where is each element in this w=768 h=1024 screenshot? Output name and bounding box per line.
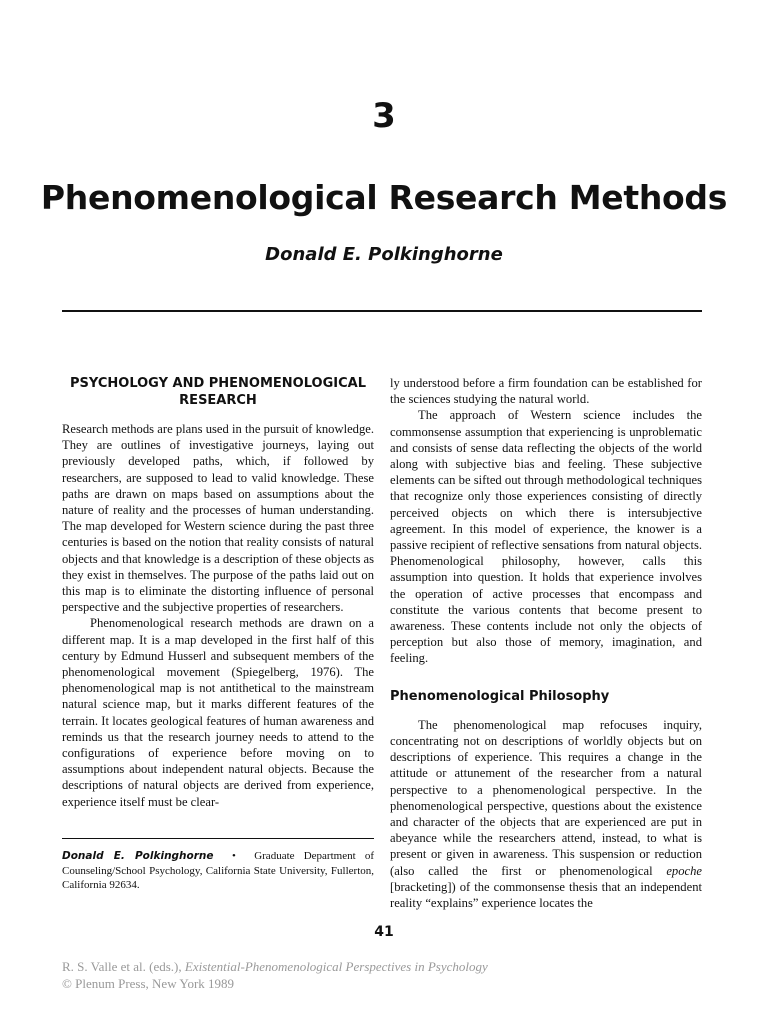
footnote-rule xyxy=(62,838,374,839)
paragraph-text: The phenomenological map refocuses inquiry, concentrating not on descriptions of worldly objects but on descriptions of experience. This requires a change in the attitude or attunement of the researcher from a natural perspective to a phenomenological perspective. In the phenomenological perspective, questions about the existence and character of the objects that are experienced are put in abeyance while the researchers attend, instead, to what is present or given in awareness. This suspension or reduction (also called the first or phenomenological xyxy=(390,717,702,878)
footnote-author: Donald E. Polkinghorne xyxy=(62,850,214,862)
footnote-bullet: • xyxy=(231,850,236,862)
page-number: 41 xyxy=(374,924,394,940)
section-heading: PSYCHOLOGY AND PHENOMENOLOGICAL RESEARCH xyxy=(70,376,366,408)
body-paragraph xyxy=(390,717,702,911)
right-column xyxy=(390,375,702,911)
chapter-number: 3 xyxy=(372,96,396,136)
footnote-affiliation: Graduate Department of Counseling/School Psychology, California State University, Fullerton, California 92634. xyxy=(62,850,375,891)
footnote xyxy=(62,849,374,893)
citation-editors: R. S. Valle et al. (eds.), xyxy=(62,959,185,974)
italic-term: epoche xyxy=(666,863,702,878)
body-paragraph: The approach of Western science includes the commonsense assumption that experiencing is unproblematic and consists of sense data reflecting the objects of the world along with subjective bias and feeling. These subjective elements can be sifted out through methodological techniques that recognize only those experiences consisting of directly perceived objects on which there is intersubjective agreement. In this model of experience, the knower is a passive recipient of reflective sensations from natural objects. Phenomenological philosophy, however, calls this assumption into question. It holds that experience involves the operation of active processes that encompass and constitute the various contents that become present to awareness. These contents include not only the objects of perception but also those of memory, imagination, and feeling. xyxy=(390,408,702,666)
body-paragraph: Phenomenological research methods are drawn on a different map. It is a map developed in the first half of this century by Edmund Husserl and subsequent members of the phenomenological movement (Spiegelberg, 1976). The phenomenological map is not antithetical to the mainstream natural science map, but it marks different features of the terrain. It locates geological features of human awareness and reminds us that the research journey needs to attend to the configurations of experience before moving on to assumptions about independent natural objects. Because the descriptions of natural objects are derived from experience, experience itself must be clear- xyxy=(62,616,374,809)
left-column xyxy=(62,375,374,810)
citation xyxy=(62,958,488,992)
title-rule xyxy=(62,310,702,312)
chapter-title: Phenomenological Research Methods xyxy=(40,178,728,217)
body-paragraph: ly understood before a firm foundation can be established for the sciences studying the natural world. xyxy=(390,376,702,407)
chapter-author: Donald E. Polkinghorne xyxy=(265,244,503,265)
subsection-heading: Phenomenological Philosophy xyxy=(390,688,610,704)
citation-line-1 xyxy=(62,958,488,975)
citation-book-title: Existential-Phenomenological Perspectives in Psychology xyxy=(184,959,488,974)
citation-line-2: © Plenum Press, New York 1989 xyxy=(62,976,235,991)
body-paragraph: Research methods are plans used in the pursuit of knowledge. They are outlines of investigative journeys, laying out previously developed paths, which, if followed by researchers, are supposed to lead to valid knowledge. These paths are drawn on maps based on assumptions about the nature of reality and the processes of human understanding. The map developed for Western science during the past three centuries is based on the notion that reality consists of natural objects and that knowledge is a description of these objects as they exist in themselves. The purpose of the paths laid out on this map is to eliminate the distorting influence of personal perspective and the subjective properties of researchers. xyxy=(62,422,374,615)
paragraph-text: [bracketing]) of the commonsense thesis that an independent reality “explains” experience locates the xyxy=(390,879,702,911)
